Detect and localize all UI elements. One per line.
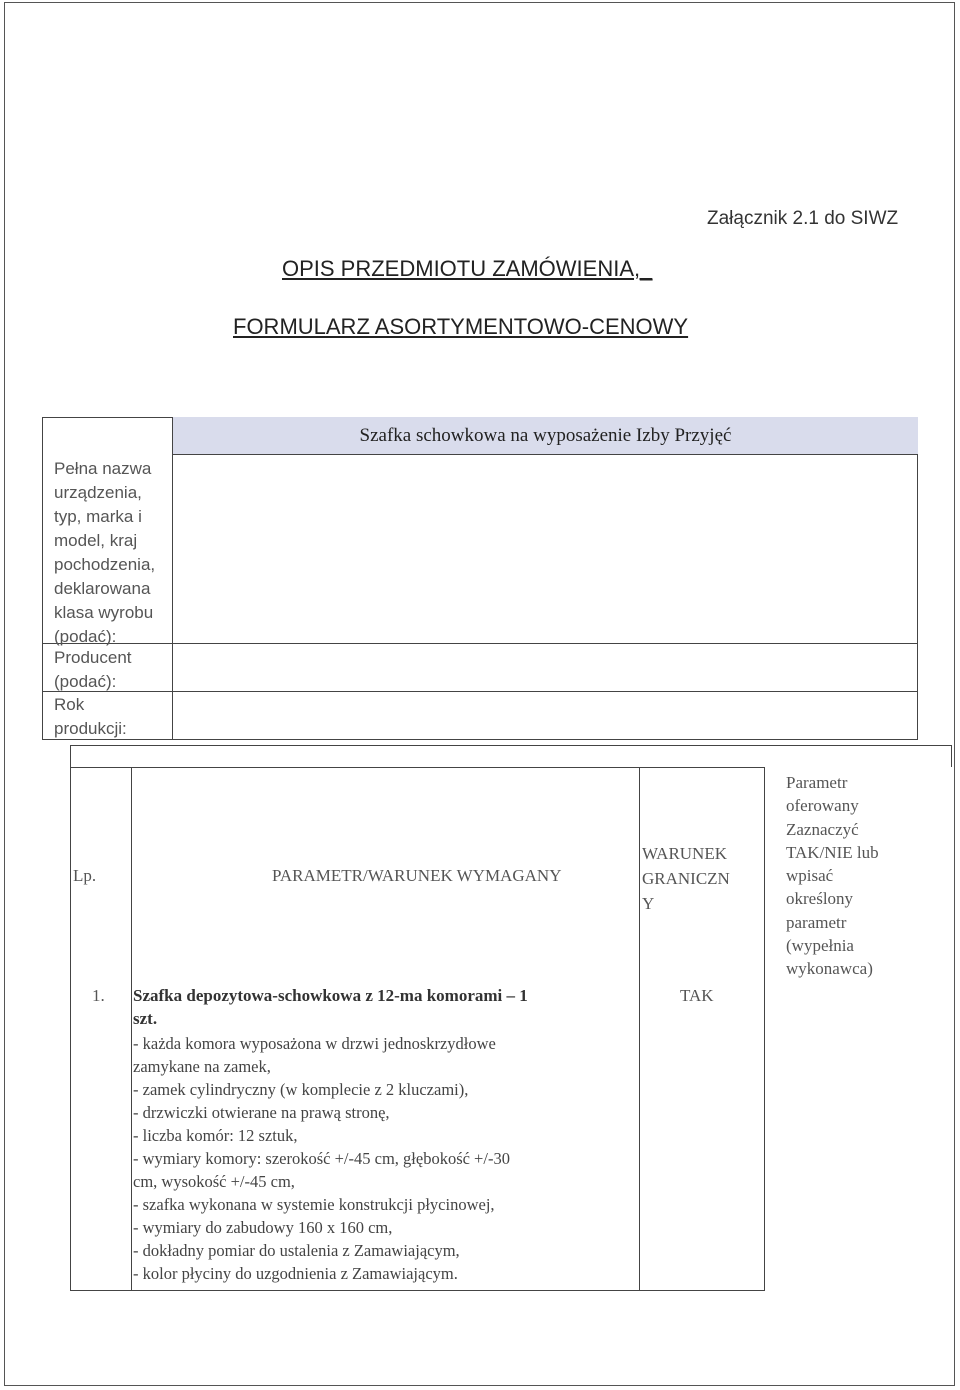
product-name-header: Szafka schowkowa na wyposażenie Izby Przyjęć	[172, 417, 918, 455]
header-parameter: PARAMETR/WARUNEK WYMAGANY	[272, 866, 562, 885]
top-table-row-line-1	[42, 643, 918, 644]
label-production-year: Rok produkcji:	[54, 695, 127, 738]
item-title-line1: Szafka depozytowa-schowkowa z 12-ma komorami – 1	[133, 986, 528, 1005]
annex-label: Załącznik 2.1 do SIWZ	[707, 208, 899, 229]
label-device-name: Pełna nazwa urządzenia, typ, marka i model, kraj pochodzenia, deklarowana klasa wyrobu (podać):	[54, 459, 156, 646]
document-title-line2: FORMULARZ ASORTYMENTOWO-CENOWY	[233, 314, 689, 339]
item-title-line2: szt.	[133, 1009, 158, 1028]
offered-parameter-input[interactable]	[766, 990, 949, 1288]
production-year-input[interactable]	[174, 693, 916, 739]
header-lp: Lp.	[73, 866, 97, 885]
top-table-row-line-2	[42, 691, 918, 692]
device-name-input[interactable]	[174, 456, 916, 642]
header-offered-parameter: Parametr oferowany Zaznaczyć TAK/NIE lub wpisać określony parametr (wypełnia wykonawca)	[786, 773, 879, 979]
label-producer: Producent (podać):	[54, 648, 132, 691]
item-description: - każda komora wyposażona w drzwi jednoskrzydłowe zamykane na zamek, - zamek cylindryczny (w komplecie z 2 kluczami), - drzwiczki otwierane na prawą stronę, - liczba komór: 12 sztuk, - wymiary komory: szerokość +/-45 cm, głębokość +/-30 cm, wysokość +/-45 cm, - szafka wykonana w systemie konstrukcji płycinowej, - wymiary do zabudowy 160 x 160 cm, - dokładny pomiar do ustalenia z Zamawiającym, - kolor płyciny do uzgodnienia z Zamawiającym.	[133, 1034, 510, 1283]
producer-input[interactable]	[174, 645, 916, 690]
document-title-line1: OPIS PRZEDMIOTU ZAMÓWIENIA,_	[282, 256, 653, 281]
row-lp: 1.	[92, 986, 105, 1005]
header-condition: WARUNEK GRANICZN Y	[642, 844, 730, 913]
row-condition-value: TAK	[680, 986, 714, 1005]
